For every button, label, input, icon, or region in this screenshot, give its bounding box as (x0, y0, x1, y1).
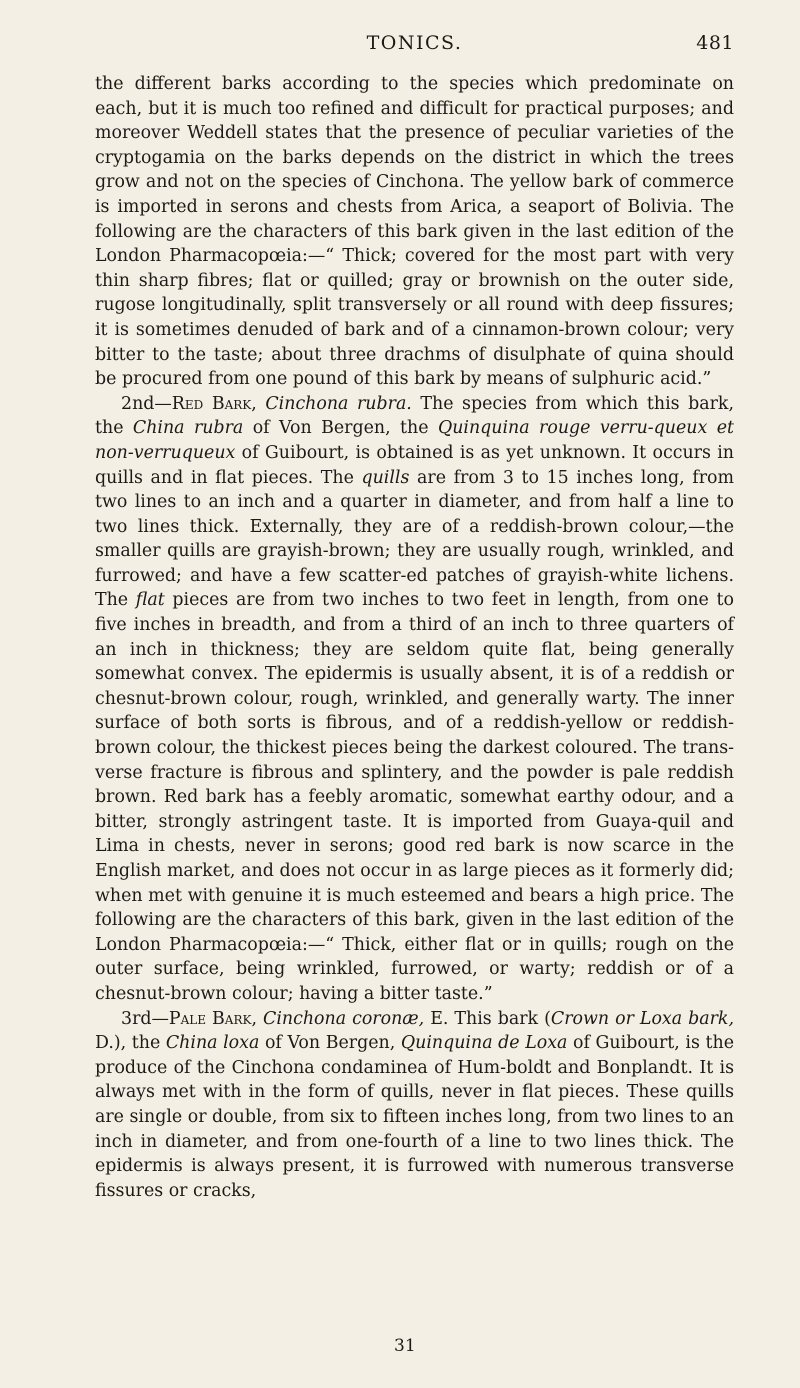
page-header (95, 32, 734, 72)
italic-term: China rubra (132, 418, 244, 439)
text-run: E. This bark ( (424, 1008, 551, 1029)
italic-term: Quinquina de Loxa (400, 1033, 568, 1054)
italic-term: quills (361, 467, 410, 488)
running-head: TONICS. (366, 32, 463, 54)
page-number: 481 (696, 32, 734, 54)
text-run: The species from which this bark, the (95, 393, 735, 439)
section-heading: Pale Bark, (168, 1008, 257, 1029)
text-run: of Guibourt, is obtained is as yet unknown. It occurs in quills and in flat pieces. The (95, 442, 734, 488)
text-run: are from 3 to 15 inches long, from two lines to an inch and a quarter in diameter, and from half a line to two lines thick. Externally, they are of a reddish-brown colour,—the smaller quills are grayish-brown; they are usually rough, wrinkled, and furrowed; and have a few scatter-ed patches of grayish-white lichens. The (95, 467, 734, 611)
signature-mark: 31 (394, 1336, 416, 1356)
text-run: of Guibourt, is the produce of the Cinchona condaminea of Hum-boldt and Bonplandt. It is always met with in the form of quills, never in flat pieces. These quills are single or double, from six to fifteen inches long, from two lines to an inch in diameter, and from one-fourth of a line to two lines thick. The epidermis is always present, it is furrowed with numerous transverse fissures or cracks, (95, 1033, 735, 1201)
text-run: of Von Bergen, the (243, 418, 438, 439)
species-name: Cinchona coronæ, (263, 1008, 425, 1029)
paragraph-pale-bark (95, 1007, 734, 1204)
italic-term: China loxa (165, 1033, 260, 1054)
text-run: D.), the (95, 1033, 166, 1054)
section-number: 3rd— (121, 1008, 169, 1029)
text-run: pieces are from two inches to two feet in length, from one to five inches in breadth, and from a third of an inch to three quarters of an inch in thickness; they are seldom quite flat, being generally somewhat convex. The epidermis is usually absent, it is of a reddish or chesnut-brown colour, rough, wrinkled, and generally warty. The inner surface of both sorts is fibrous, and of a reddish-yellow or reddish-brown colour, the thickest pieces being the darkest coloured. The trans-verse fracture is fibrous and splintery, and the powder is pale reddish brown. Red bark has a feebly aromatic, somewhat earthy odour, and a bitter, strongly astringent taste. It is imported from Guaya-quil and Lima in chests, never in serons; good red bark is now scarce in the English market, and does not occur in as large pieces as it formerly did; when met with genuine it is much esteemed and bears a high price. The following are the characters of this bark, given in the last edition of the London Pharmacopœia:—“ Thick, either flat or in quills; rough on the outer surface, being wrinkled, furrowed, or warty; reddish or of a chesnut-brown colour; having a bitter taste.” (95, 590, 734, 1004)
section-heading: Red Bark, (171, 393, 257, 414)
body-text (95, 72, 734, 1203)
species-name: Cinchona rubra. (265, 393, 412, 414)
section-number: 2nd— (121, 393, 172, 414)
paragraph-red-bark (95, 392, 734, 1007)
italic-term: flat (135, 590, 165, 611)
italic-term: Crown or Loxa bark, (550, 1008, 734, 1029)
paragraph-yellow-bark-continued: the different barks according to the species which predominate on each, but it is much too refined and difficult for practical purposes; and moreover Weddell states that the presence of peculiar varieties of the cryptogamia on the barks depends on the district in which the trees grow and not on the species of Cinchona. The yellow bark of commerce is imported in serons and chests from Arica, a seaport of Bolivia. The following are the characters of this bark given in the last edition of the London Pharmacopœia:—“ Thick; covered for the most part with very thin sharp fibres; flat or quilled; gray or brownish on the outer side, rugose longitudinally, split transversely or all round with deep fissures; it is sometimes denuded of bark and of a cinnamon-brown colour; very bitter to the taste; about three drachms of disulphate of quina should be procured from one pound of this bark by means of sulphuric acid.” (95, 74, 734, 390)
text-run: of Von Bergen, (259, 1033, 401, 1054)
italic-term: Quinquina rouge verru-queux et non-verruqueux (95, 418, 735, 463)
